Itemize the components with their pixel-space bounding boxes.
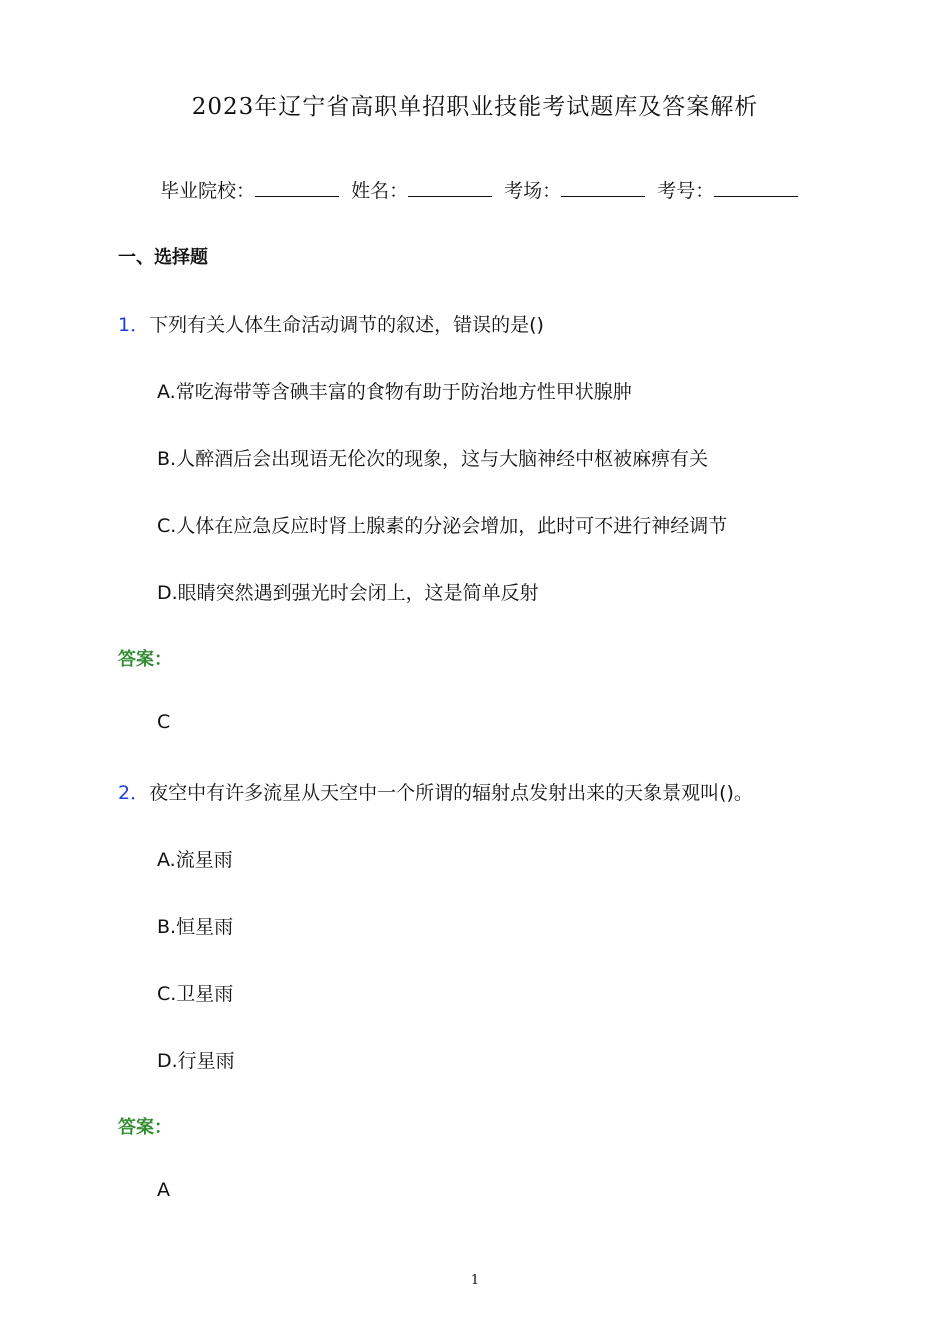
document-title: 2023年辽宁省高职单招职业技能考试题库及答案解析	[191, 94, 759, 120]
option-a: A.流星雨	[157, 849, 233, 871]
question-number: 2．	[118, 782, 150, 804]
exam-number-label: 考号：	[657, 180, 715, 202]
exam-room-blank	[561, 176, 645, 197]
name-blank	[408, 176, 492, 197]
option-d: D.眼睛突然遇到强光时会闭上，这是简单反射	[157, 582, 539, 604]
section-title: 一、选择题	[118, 247, 208, 268]
answer-label: 答案：	[118, 649, 172, 670]
answer-value: A	[157, 1179, 170, 1201]
school-label: 毕业院校：	[160, 180, 256, 202]
option-b: B.人醉酒后会出现语无伦次的现象，这与大脑神经中枢被麻痹有关	[157, 448, 709, 470]
exam-number-blank	[714, 176, 798, 197]
question-text: 夜空中有许多流星从天空中一个所谓的辐射点发射出来的天象景观叫()。	[149, 782, 753, 804]
option-c: C.卫星雨	[157, 983, 234, 1005]
question-text: 下列有关人体生命活动调节的叙述，错误的是()	[149, 314, 544, 336]
question-number: 1．	[118, 314, 150, 336]
answer-label: 答案：	[118, 1117, 172, 1138]
page-number: 1	[470, 1273, 480, 1288]
option-d: D.行星雨	[157, 1050, 235, 1072]
option-b: B.恒星雨	[157, 916, 234, 938]
option-c: C.人体在应急反应时肾上腺素的分泌会增加，此时可不进行神经调节	[157, 515, 728, 537]
answer-value: C	[157, 711, 171, 733]
question-2	[118, 778, 753, 805]
option-a: A.常吃海带等含碘丰富的食物有助于防治地方性甲状腺肿	[157, 381, 632, 403]
name-label: 姓名：	[351, 180, 409, 202]
school-blank	[255, 176, 339, 197]
question-1	[118, 310, 544, 337]
exam-room-label: 考场：	[504, 180, 562, 202]
candidate-info-line	[160, 176, 804, 203]
